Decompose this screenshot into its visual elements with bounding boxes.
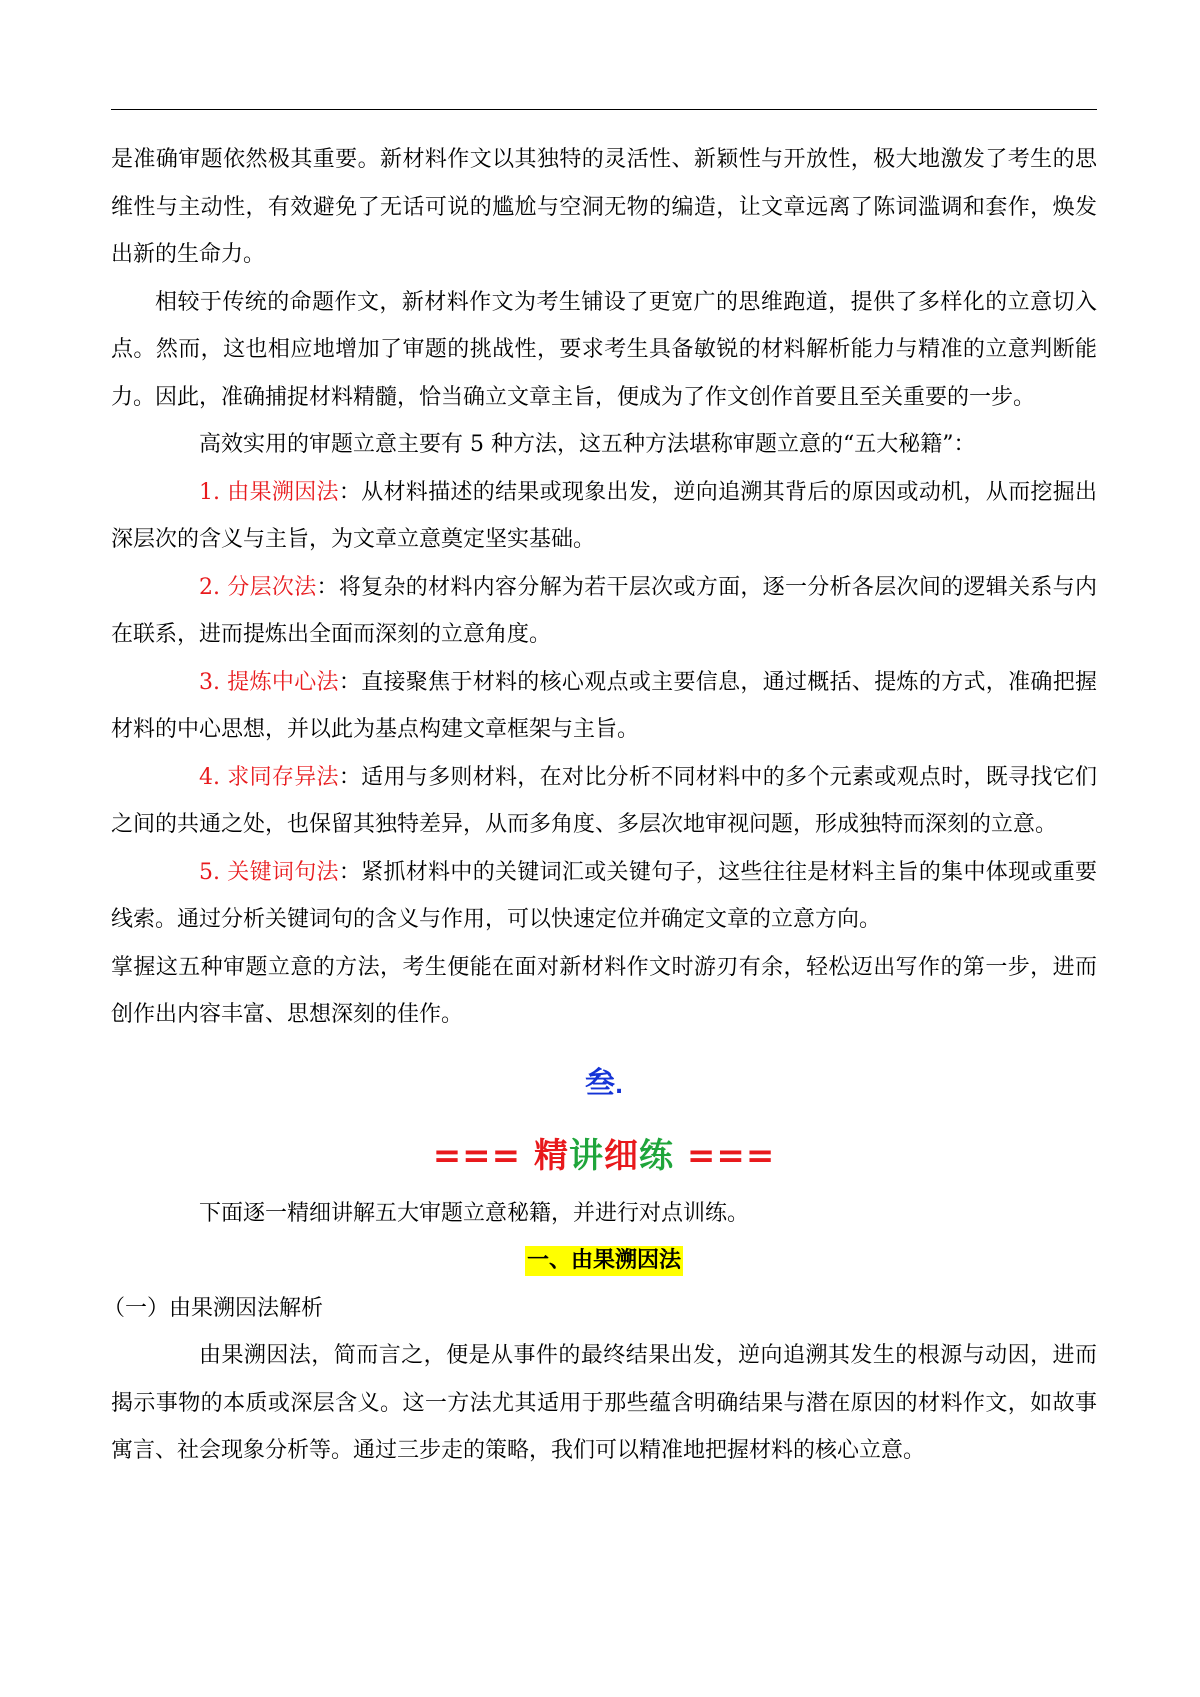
banner-right-marks: === — [686, 1135, 776, 1176]
paragraph-continuation: 是准确审题依然极其重要。新材料作文以其独特的灵活性、新颖性与开放性，极大地激发了考生的思维性与主动性，有效避免了无话可说的尴尬与空洞无物的编造，让文章远离了陈词滥调和套作，焕发出新的生命力。 — [111, 147, 1097, 267]
method-item — [111, 659, 1097, 754]
paragraph-summary: 掌握这五种审题立意的方法，考生便能在面对新材料作文时游刃有余，轻松迈出写作的第一步，进而创作出内容丰富、思想深刻的佳作。 — [111, 954, 1097, 1027]
chapter-dot: . — [614, 1073, 624, 1099]
method-label: 1. 由果溯因法 — [199, 479, 339, 505]
method-text: ：适用与多则材料，在对比分析不同材料中的多个元素或观点时，既寻找它们之间的共通之处，也保留其独特差异，从而多角度、多层次地审视问题，形成独特而深刻的立意。 — [111, 764, 1098, 837]
paragraph-intro: 下面逐一精细讲解五大审题立意秘籍，并进行对点训练。 — [199, 1200, 750, 1226]
method-item — [111, 849, 1097, 944]
banner-char-jiang: 讲 — [569, 1135, 604, 1176]
section-title: 一、由果溯因法 — [525, 1246, 683, 1276]
paragraph-five-methods-intro: 高效实用的审题立意主要有 5 种方法，这五种方法堪称审题立意的“五大秘籍”： — [199, 432, 976, 457]
method-label: 2. 分层次法 — [199, 574, 317, 600]
banner-left-marks: === — [432, 1135, 522, 1176]
banner-char-xi: 细 — [604, 1135, 639, 1176]
paragraph-method-analysis: 由果溯因法，简而言之，便是从事件的最终结果出发，逆向追溯其发生的根源与动因，进而揭示事物的本质或深层含义。这一方法尤其适用于那些蕴含明确结果与潜在原因的材料作文，如故事寓言、社会现象分析等。通过三步走的策略，我们可以精准地把握材料的核心立意。 — [111, 1343, 1097, 1463]
method-text: ：从材料描述的结果或现象出发，逆向追溯其背后的原因或动机，从而挖掘出深层次的含义与主旨，为文章立意奠定坚实基础。 — [111, 479, 1098, 552]
method-label: 3. 提炼中心法 — [199, 669, 339, 695]
subsection-heading: （一）由果溯因法解析 — [103, 1295, 324, 1321]
section-heading — [111, 1237, 1097, 1285]
method-label: 4. 求同存异法 — [199, 764, 339, 790]
banner-char-jing: 精 — [534, 1135, 569, 1176]
method-label: 5. 关键词句法 — [199, 859, 339, 885]
method-item — [111, 564, 1097, 659]
banner-heading — [111, 1126, 1097, 1186]
document-body — [103, 136, 1098, 1475]
header-rule — [111, 109, 1097, 110]
method-item — [111, 469, 1097, 564]
paragraph-comparison: 相较于传统的命题作文，新材料作文为考生铺设了更宽广的思维跑道，提供了多样化的立意切入点。然而，这也相应地增加了审题的挑战性，要求考生具备敏锐的材料解析能力与精准的立意判断能力。因此，准确捕捉材料精髓，恰当确立文章主旨，便成为了作文创作首要且至关重要的一步。 — [111, 289, 1097, 410]
method-item — [111, 754, 1097, 849]
method-text: ：直接聚焦于材料的核心观点或主要信息，通过概括、提炼的方式，准确把握材料的中心思想，并以此为基点构建文章框架与主旨。 — [111, 669, 1098, 742]
chapter-number: 叁 — [584, 1065, 615, 1101]
banner-char-lian: 练 — [639, 1135, 674, 1176]
chapter-heading — [111, 1057, 1097, 1114]
method-text: ：将复杂的材料内容分解为若干层次或方面，逐一分析各层次间的逻辑关系与内在联系，进而提炼出全面而深刻的立意角度。 — [111, 574, 1097, 647]
method-text: ：紧抓材料中的关键词汇或关键句子，这些往往是材料主旨的集中体现或重要线索。通过分析关键词句的含义与作用，可以快速定位并确定文章的立意方向。 — [111, 859, 1098, 932]
